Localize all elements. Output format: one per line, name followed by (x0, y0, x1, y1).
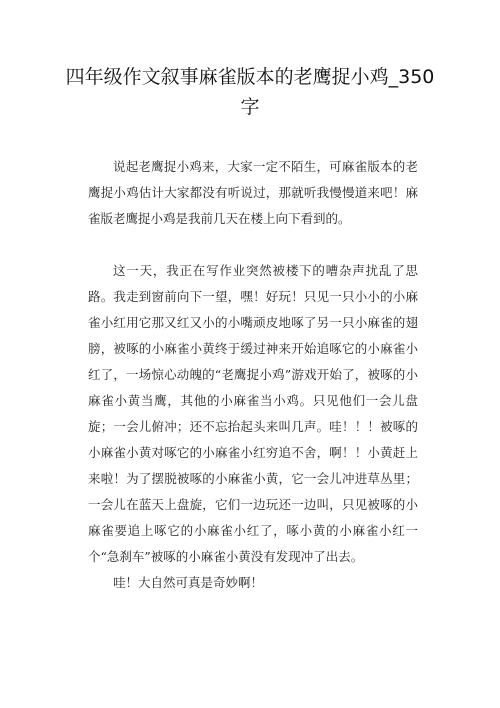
paragraph-story: 这一天，我正在写作业突然被楼下的嘈杂声扰乱了思路。我走到窗前向下一望，嘿！好玩！只见一只小小的小麻雀小红用它那又红又小的小嘴顽皮地啄了另一只小麻雀的翅膀，被啄的小麻雀小黄终于缓过神来开始追啄它的小麻雀小红了，一场惊心动魄的“老鹰捉小鸡”游戏开始了，被啄的小麻雀小黄当鹰，其他的小麻雀当小鸡。只见他们一会儿盘旋；一会儿俯冲；还不忘抬起头来叫几声。哇！！！被啄的小麻雀小黄对啄它的小麻雀小红穷追不舍，啊！！小黄赶上来啦！为了摆脱被啄的小麻雀小黄，它一会儿冲进草丛里；一会儿在蓝天上盘旋，它们一边玩还一边叫，只见被啄的小麻雀要追上啄它的小麻雀小红了，啄小黄的小麻雀小红一个“急刹车”被啄的小麻雀小黄没有发现冲了出去。 (88, 263, 418, 564)
document-title: 四年级作文叙事麻雀版本的老鹰捉小鸡_350 字 (65, 66, 435, 118)
paragraph-intro: 说起老鹰捉小鸡来，大家一定不陌生，可麻雀版本的老鹰捉小鸡估计大家都没有听说过，那就听我慢慢道来吧！麻雀版老鹰捉小鸡是我前几天在楼上向下看到的。 (88, 159, 418, 226)
document-body (88, 154, 418, 596)
paragraph-conclusion: 哇！大自然可真是奇妙啊！ (113, 575, 264, 590)
